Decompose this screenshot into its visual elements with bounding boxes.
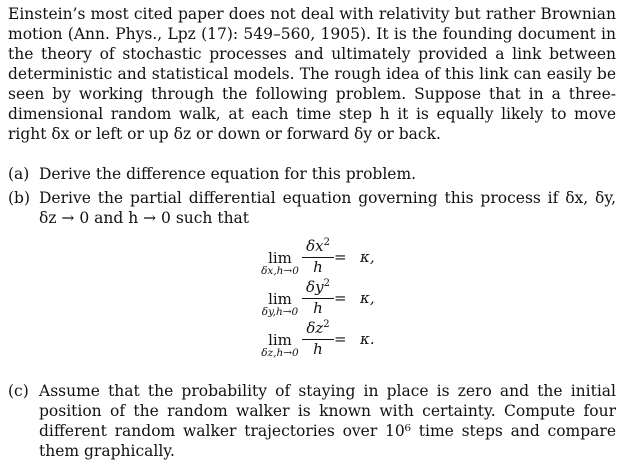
fraction-denominator: h: [313, 340, 323, 358]
equals-sign: =: [334, 248, 347, 266]
lim-operator: lim: [268, 290, 292, 308]
equals-sign: =: [334, 330, 347, 348]
equation-dx: [250, 238, 390, 278]
fraction-denominator: h: [313, 258, 323, 276]
equation-dz: [250, 320, 390, 360]
lim-operator: lim: [268, 331, 292, 349]
problem-item-b: [8, 188, 616, 228]
numerator-exponent: 2: [323, 237, 330, 248]
lim-subscript: δx,h→0: [261, 265, 299, 277]
item-text: Derive the partial differential equation governing this process if δx, δy, δz → 0 and h → 0 such that: [39, 189, 616, 227]
fraction-bar: [302, 257, 334, 258]
equals-sign: =: [334, 289, 347, 307]
item-text: Derive the difference equation for this problem.: [39, 165, 417, 183]
equation-rhs: κ,: [360, 289, 375, 307]
item-label: (a): [8, 165, 30, 183]
fraction-denominator: h: [313, 299, 323, 317]
item-label: (b): [8, 189, 31, 207]
equation-rhs: κ.: [360, 330, 375, 348]
fraction-numerator: [300, 238, 336, 255]
intro-paragraph: Einstein’s most cited paper does not deal with relativity but rather Brownian motion (Ann. Phys., Lpz (17): 549–560, 1905). It is the founding document in the theory of stochastic processes and ultimately provided a link between deterministic and statistical models. The rough idea of this link can easily be seen by working through the following problem. Suppose that in a three-dimensional random walk, at each time step h it is equally likely to move right δx or left or up δz or down or forward δy or back.: [8, 5, 616, 143]
fraction-bar: [302, 298, 334, 299]
equation-dy: [250, 279, 390, 319]
numerator-base: δz: [306, 319, 324, 337]
fraction-numerator: [300, 320, 336, 337]
problem-item-c: [8, 381, 616, 461]
numerator-exponent: 2: [323, 278, 330, 289]
numerator-base: δy: [306, 278, 324, 296]
lim-subscript: δz,h→0: [261, 347, 299, 359]
numerator-exponent: 2: [323, 319, 330, 330]
fraction-numerator: [300, 279, 336, 296]
lim-subscript: δy,h→0: [261, 306, 299, 318]
item-text: Assume that the probability of staying in place is zero and the initial position of the random walker is known with certainty. Compute four different random walker trajectories over 10⁶ time steps and compare them graphically.: [39, 382, 616, 460]
numerator-base: δx: [306, 237, 324, 255]
fraction-bar: [302, 339, 334, 340]
equation-rhs: κ,: [360, 248, 375, 266]
problem-item-a: [8, 164, 616, 184]
lim-operator: lim: [268, 249, 292, 267]
item-label: (c): [8, 382, 29, 400]
